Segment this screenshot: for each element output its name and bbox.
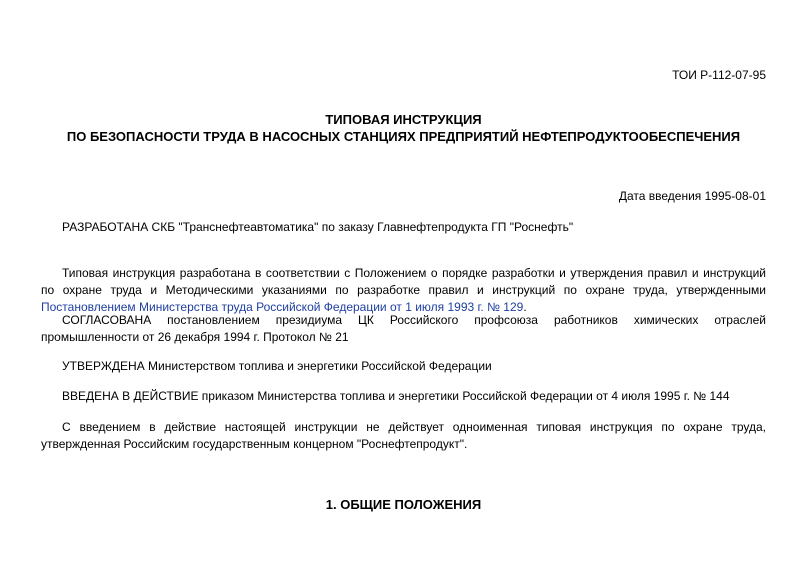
document-number: ТОИ Р-112-07-95 — [672, 68, 766, 82]
basis-text-end: . — [523, 300, 527, 314]
section-heading: 1. ОБЩИЕ ПОЛОЖЕНИЯ — [325, 497, 482, 512]
basis-text: Типовая инструкция разработана в соответствии с Положением о порядке разработки и утверждения правил и инструкций по охране труда и Методическими указаниями по разработке правил и инструкций по охране труда, утвержденными — [41, 266, 766, 297]
resolution-link[interactable]: Постановлением Министерства труда Российской Федерации от 1 июля 1993 г. № 129 — [41, 300, 524, 314]
introduction-date: Дата введения 1995-08-01 — [618, 189, 766, 203]
title-line-1: ТИПОВАЯ ИНСТРУКЦИЯ — [325, 112, 482, 127]
paragraph-approved: УТВЕРЖДЕНА Министерством топлива и энергетики Российской Федерации — [62, 359, 492, 373]
paragraph-agreed: СОГЛАСОВАНА постановлением президиума ЦК Российского профсоюза работников химических отраслей промышленности от 26 декабря 1994 г. Протокол № 21 — [41, 313, 766, 344]
paragraph-enacted: ВВЕДЕНА В ДЕЙСТВИЕ приказом Министерства топлива и энергетики Российской Федерации от 4 июля 1995 г. № 144 — [62, 389, 730, 403]
paragraph-superseded: С введением в действие настоящей инструкции не действует одноименная типовая инструкция по охране труда, утвержденная Российским государственным концерном "Роснефтепродукт". — [41, 420, 766, 451]
document-title — [0, 111, 807, 145]
title-line-2: ПО БЕЗОПАСНОСТИ ТРУДА В НАСОСНЫХ СТАНЦИЯХ ПРЕДПРИЯТИЙ НЕФТЕПРОДУКТООБЕСПЕЧЕНИЯ — [66, 129, 741, 144]
paragraph-basis — [41, 265, 766, 316]
paragraph-developed: РАЗРАБОТАНА СКБ "Транснефтеавтоматика" по заказу Главнефтепродукта ГП "Роснефть" — [62, 220, 574, 234]
